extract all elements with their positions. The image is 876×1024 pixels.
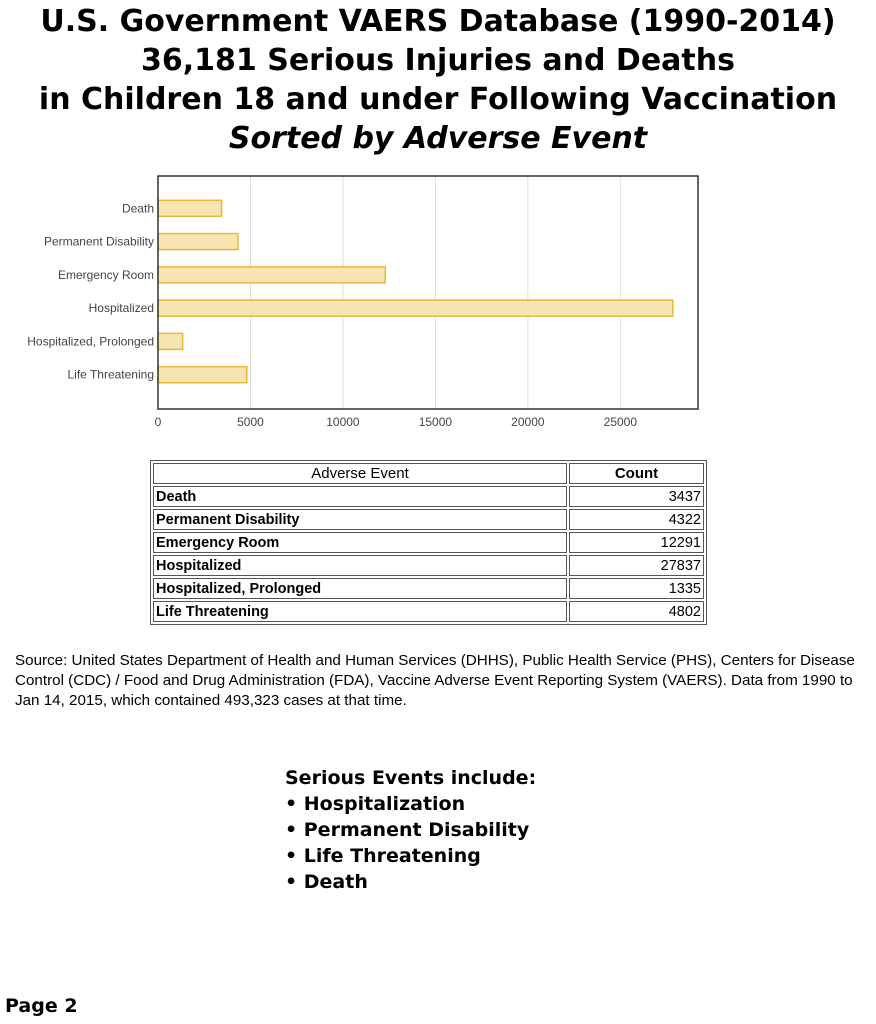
serious-event-item: • Life Threatening	[285, 845, 481, 867]
title-line-4: Sorted by Adverse Event	[228, 121, 648, 156]
category-label: Hospitalized, Prolonged	[27, 334, 154, 349]
serious-event-item: • Hospitalization	[285, 793, 466, 815]
table-cell-event: Emergency Room	[153, 532, 567, 553]
source-note: Source: United States Department of Health and Human Services (DHHS), Public Health Service (PHS), Centers for Disease Control (CDC) / Food and Drug Administration (FDA), Vaccine Adverse Event Reporting System (VAERS). Data from 1990 to Jan 14, 2015, which contained 493,323 cases at that time.	[15, 652, 855, 709]
bar	[158, 267, 385, 283]
category-label: Hospitalized	[88, 301, 154, 316]
category-label: Death	[121, 201, 154, 216]
serious-events-heading: Serious Events include:	[285, 767, 537, 789]
table-row	[153, 486, 704, 507]
category-label: Permanent Disability	[43, 234, 154, 249]
x-tick-label: 5000	[237, 415, 264, 429]
table-row	[153, 532, 704, 553]
x-tick-label: 25000	[603, 415, 638, 429]
page-title	[0, 2, 876, 158]
header-count: Count	[569, 463, 704, 484]
bar	[158, 300, 673, 316]
bar	[158, 333, 183, 349]
category-label: Life Threatening	[67, 367, 154, 382]
title-line-1: U.S. Government VAERS Database (1990-2014)	[40, 4, 836, 39]
table-row	[153, 555, 704, 576]
adverse-event-table	[150, 460, 707, 625]
table-row	[153, 509, 704, 530]
table-header-row	[153, 463, 704, 484]
bar-chart	[0, 168, 876, 438]
table-cell-event: Hospitalized	[153, 555, 567, 576]
table-cell-event: Permanent Disability	[153, 509, 567, 530]
bar	[158, 200, 222, 216]
table-cell-count: 12291	[569, 532, 704, 553]
table-cell-count: 27837	[569, 555, 704, 576]
table-cell-event: Death	[153, 486, 567, 507]
x-tick-label: 10000	[326, 415, 360, 429]
serious-event-item: • Death	[285, 871, 368, 893]
title-line-3: in Children 18 and under Following Vaccination	[38, 82, 838, 117]
table-row	[153, 578, 704, 599]
page-number: Page 2	[5, 995, 78, 1017]
x-tick-label: 0	[154, 415, 162, 429]
bar	[158, 234, 238, 250]
bar	[158, 367, 247, 383]
table-cell-count: 4322	[569, 509, 704, 530]
table-cell-count: 1335	[569, 578, 704, 599]
x-tick-label: 20000	[511, 415, 545, 429]
table-cell-count: 3437	[569, 486, 704, 507]
table-cell-event: Hospitalized, Prolonged	[153, 578, 567, 599]
x-tick-label: 15000	[418, 415, 453, 429]
header-adverse-event: Adverse Event	[153, 463, 567, 484]
table-cell-count: 4802	[569, 601, 704, 622]
serious-event-item: • Permanent Disability	[285, 819, 530, 841]
table-cell-event: Life Threatening	[153, 601, 567, 622]
serious-events-list	[285, 765, 536, 895]
title-line-2: 36,181 Serious Injuries and Deaths	[141, 43, 735, 78]
table-row	[153, 601, 704, 622]
category-label: Emergency Room	[57, 267, 154, 282]
